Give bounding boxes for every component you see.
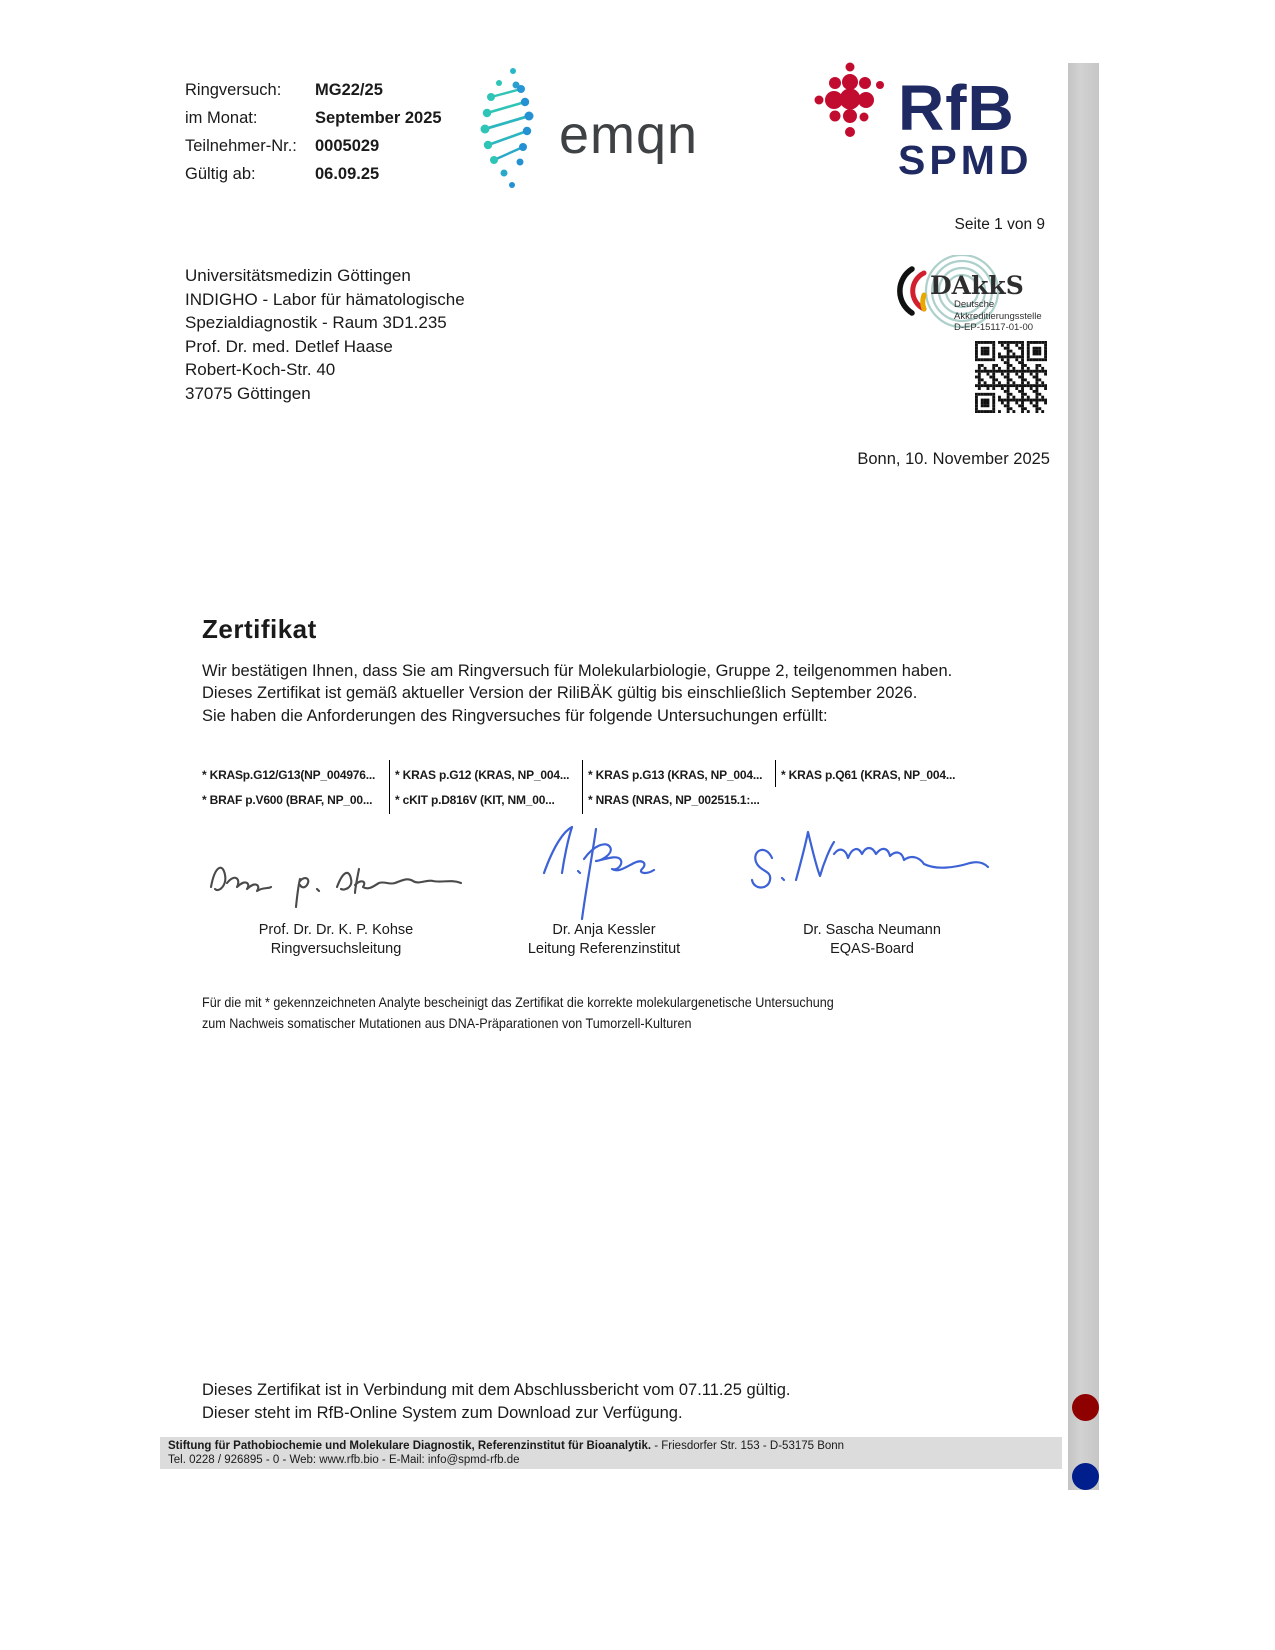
signatory-role: EQAS-Board	[830, 940, 914, 957]
emqn-logo	[477, 66, 698, 190]
dateline: Bonn, 10. November 2025	[857, 450, 1050, 468]
signatory-name: Prof. Dr. Dr. K. P. Kohse	[258, 922, 414, 938]
signatory-kessler	[470, 921, 738, 958]
signatory-name: Dr. Sascha Neumann	[803, 922, 941, 938]
analyte-list	[202, 760, 969, 814]
signatory-kohse	[202, 921, 470, 958]
address-line: 37075 Göttingen	[185, 383, 311, 403]
teilnehmer-value: 0005029	[315, 137, 380, 155]
footnote-line1: Für die mit * gekennzeichneten Analyte bescheinigt das Zertifikat die korrekte molekulargenetische Untersuchung	[202, 994, 834, 1010]
page-indicator: Seite 1 von 9	[954, 216, 1045, 233]
address-line: Universitätsmedizin Göttingen	[185, 266, 411, 285]
rfb-spmd-logo	[808, 58, 1033, 183]
certificate-body	[202, 660, 1030, 727]
dakks-subtitle-line1: Deutsche	[954, 299, 995, 310]
closing-line1: Dieses Zertifikat ist in Verbindung mit dem Abschlussbericht vom 07.11.25 gültig.	[202, 1381, 791, 1399]
recipient-address	[185, 264, 465, 405]
teilnehmer-label: Teilnehmer-Nr.:	[185, 137, 297, 155]
emqn-wordmark: emqn	[559, 105, 699, 165]
dakks-wordmark: DAkkS	[930, 271, 1024, 300]
qr-code	[975, 341, 1047, 413]
monat-value: September 2025	[315, 109, 442, 127]
signature-neumann	[742, 818, 992, 908]
dakks-subtitle-line2: Akkreditierungsstelle	[954, 310, 1042, 322]
address-line: Spezialdiagnostik - Raum 3D1.235	[185, 313, 447, 332]
info-row-monat	[185, 104, 442, 132]
rfb-wordmark	[898, 58, 1033, 183]
signatory-row	[202, 921, 1006, 958]
footer-org-name: Stiftung für Pathobiochemie und Molekulare Diagnostik, Referenzinstitut für Bioanalytik.	[168, 1440, 652, 1452]
monat-label: im Monat:	[185, 109, 258, 127]
analyte-item: * KRASp.G12/G13(NP_004976...	[202, 760, 390, 787]
asterisk-footnote	[202, 992, 834, 1033]
ringversuch-info-block	[185, 76, 442, 188]
analyte-item: * cKIT p.D816V (KIT, NM_00...	[395, 787, 583, 814]
analyte-item: * KRAS p.Q61 (KRAS, NP_004...	[781, 768, 956, 782]
rfb-dots-icon	[808, 58, 892, 146]
info-row-gueltig	[185, 160, 442, 188]
certificate-paragraph-3: Sie haben die Anforderungen des Ringversuches für folgende Untersuchungen erfüllt:	[202, 706, 828, 725]
certificate-title: Zertifikat	[202, 614, 317, 644]
footer-bar	[160, 1437, 1062, 1469]
signature-kohse	[205, 835, 475, 915]
analyte-item: * NRAS (NRAS, NP_002515.1:...	[588, 793, 760, 807]
signatory-neumann	[738, 921, 1006, 958]
analyte-row-2	[202, 787, 969, 814]
analyte-item: * KRAS p.G13 (KRAS, NP_004...	[588, 760, 776, 787]
certificate-paragraph-2: Dieses Zertifikat ist gemäß aktueller Version der RiliBÄK gültig bis einschließlich September 2026.	[202, 684, 918, 703]
ringversuch-label: Ringversuch:	[185, 81, 282, 99]
analyte-item: * BRAF p.V600 (BRAF, NP_00...	[202, 787, 390, 814]
footer-contact-line: Tel. 0228 / 926895 - 0 - Web: www.rfb.bio - E-Mail: info@spmd-rfb.de	[168, 1453, 520, 1466]
signature-kessler	[528, 815, 678, 927]
address-line: Robert-Koch-Str. 40	[185, 360, 336, 379]
red-marker-dot	[1072, 1394, 1099, 1421]
dakks-logo	[890, 255, 1070, 333]
certificate-paragraph-1: Wir bestätigen Ihnen, dass Sie am Ringversuch für Molekularbiologie, Gruppe 2, teilgenommen haben.	[202, 662, 953, 680]
rfb-wordmark-rfb: RfB	[898, 72, 1015, 144]
signatory-name: Dr. Anja Kessler	[552, 922, 656, 938]
ringversuch-value: MG22/25	[315, 81, 383, 99]
analyte-row-1	[202, 760, 969, 787]
closing-note	[202, 1379, 790, 1424]
gueltig-label: Gültig ab:	[185, 165, 256, 183]
footer-org-line	[168, 1440, 1062, 1454]
footer-org-address: - Friesdorfer Str. 153 - D-53175 Bonn	[651, 1440, 845, 1452]
gueltig-value: 06.09.25	[315, 165, 380, 183]
address-line: INDIGHO - Labor für hämatologische	[185, 289, 465, 309]
dakks-subtitle	[954, 299, 1042, 334]
blue-marker-dot	[1072, 1463, 1099, 1490]
emqn-helix-icon	[477, 66, 541, 190]
signatory-role: Ringversuchsleitung	[270, 940, 402, 957]
footnote-line2: zum Nachweis somatischer Mutationen aus DNA-Präparationen von Tumorzell-Kulturen	[202, 1014, 692, 1031]
info-row-ringversuch	[185, 76, 442, 104]
info-row-teilnehmer	[185, 132, 442, 160]
dakks-accreditation-id: D-EP-15117-01-00	[954, 322, 1034, 333]
analyte-item: * KRAS p.G12 (KRAS, NP_004...	[395, 760, 583, 787]
address-line: Prof. Dr. med. Detlef Haase	[185, 336, 393, 356]
rfb-wordmark-spmd: SPMD	[898, 137, 1033, 183]
scrollbar[interactable]	[1068, 63, 1099, 1490]
closing-line2: Dieser steht im RfB-Online System zum Download zur Verfügung.	[202, 1403, 683, 1422]
signatory-role: Leitung Referenzinstitut	[527, 940, 681, 957]
